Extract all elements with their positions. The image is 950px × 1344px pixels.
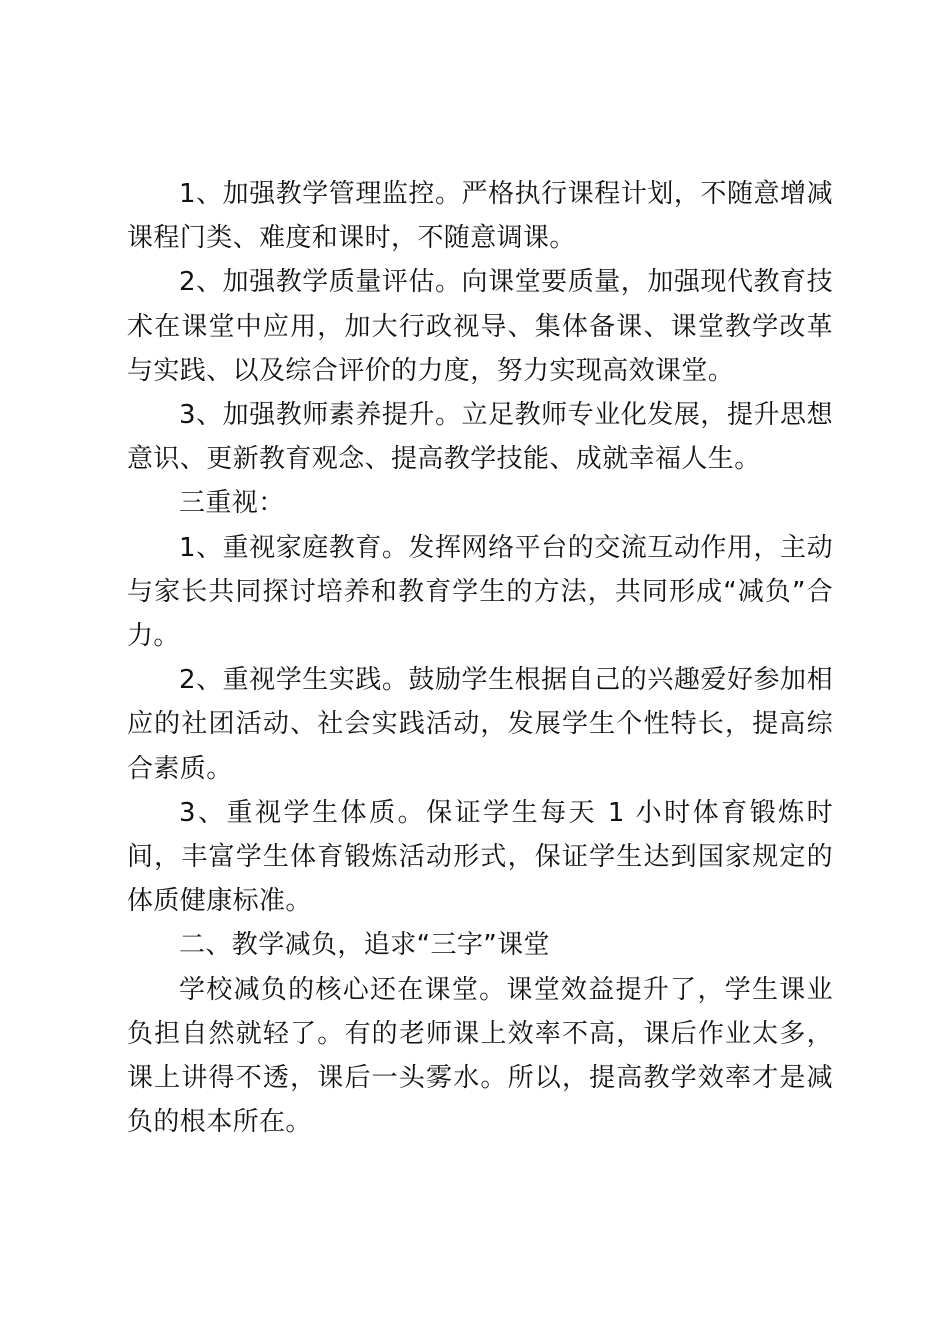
section-heading-three-emphases: 三重视： bbox=[179, 488, 285, 519]
section-heading-teaching-burden: 二、教学减负，追求“三字”课堂 bbox=[179, 930, 550, 961]
paragraph-quality-evaluation: 2、加强教学质量评估。向课堂要质量，加强现代教育技术在课堂中应用，加大行政视导、集体备课、课堂教学改革与实践、以及综合评价的力度，努力实现高效课堂。 bbox=[127, 267, 833, 386]
document-body bbox=[127, 172, 833, 1144]
paragraph-teacher-development: 3、加强教师素养提升。立足教师专业化发展，提升思想意识、更新教育观念、提高教学技能、成就幸福人生。 bbox=[127, 400, 833, 475]
paragraph-classroom-core: 学校减负的核心还在课堂。课堂效益提升了，学生课业负担自然就轻了。有的老师课上效率不高，课后作业太多，课上讲得不透，课后一头雾水。所以，提高教学效率才是减负的根本所在。 bbox=[127, 974, 833, 1138]
paragraph-management-monitoring: 1、加强教学管理监控。严格执行课程计划，不随意增减课程门类、难度和课时，不随意调课。 bbox=[127, 179, 833, 254]
paragraph-family-education: 1、重视家庭教育。发挥网络平台的交流互动作用，主动与家长共同探讨培养和教育学生的方法，共同形成“减负”合力。 bbox=[127, 532, 833, 652]
paragraph-student-physique: 3、重视学生体质。保证学生每天 1 小时体育锻炼时间，丰富学生体育锻炼活动形式，保证学生达到国家规定的体质健康标准。 bbox=[127, 797, 833, 917]
paragraph-student-practice: 2、重视学生实践。鼓励学生根据自己的兴趣爱好参加相应的社团活动、社会实践活动，发展学生个性特长，提高综合素质。 bbox=[127, 665, 833, 784]
